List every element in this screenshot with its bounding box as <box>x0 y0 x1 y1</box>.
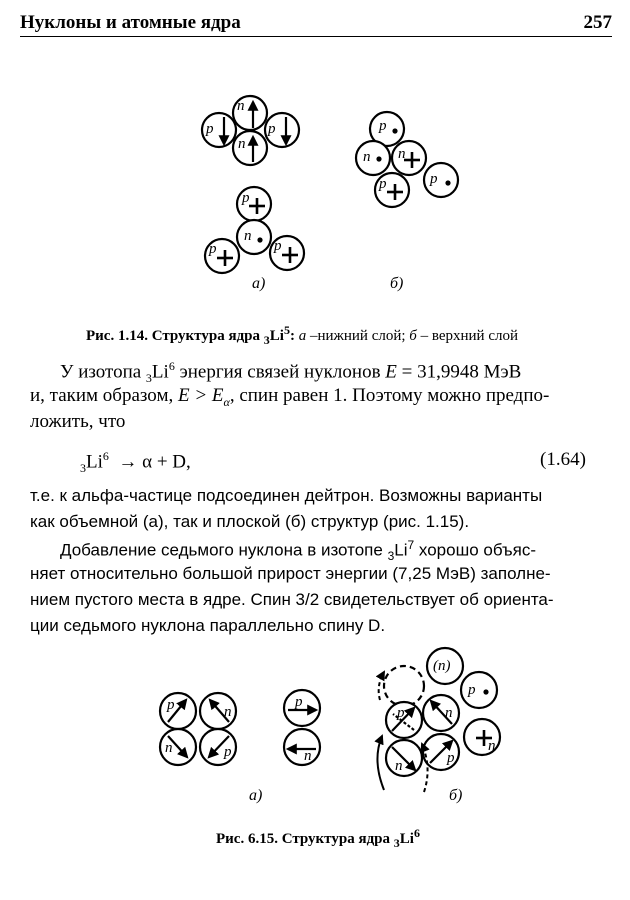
label-p: p <box>242 190 250 206</box>
eq-element: Li <box>86 451 103 473</box>
eq-sup: 6 <box>102 449 109 463</box>
label-p: p <box>224 744 232 760</box>
label-p: p <box>447 750 455 766</box>
label-p: p <box>397 705 405 721</box>
equation-1-64 <box>80 449 191 476</box>
text-span: энергия связей нуклонов <box>179 361 381 383</box>
label-n: n <box>398 146 406 162</box>
para1-line2 <box>30 385 549 410</box>
label-n: n <box>165 740 173 756</box>
fig615-caption <box>216 826 420 851</box>
text-span: Добавление седьмого нуклона в изотопе <box>60 540 383 560</box>
text-span: , спин равен 1. Поэтому можно предпо- <box>229 385 550 406</box>
caption-b-text: – верхний слой <box>420 328 518 344</box>
equation-number: (1.64) <box>540 449 586 470</box>
nucleon-n <box>284 729 320 765</box>
label-n-paren: (n) <box>433 658 451 674</box>
label-n: n <box>363 149 371 165</box>
iso-sup: 7 <box>407 538 415 552</box>
spin-dot-icon <box>483 689 488 694</box>
label-n: n <box>238 136 246 152</box>
label-n: n <box>224 704 232 720</box>
caption-prefix: Рис. 6.15. Структура ядра <box>216 831 390 847</box>
eq-rhs: → α + D, <box>118 451 191 473</box>
fig615-sub-b: б) <box>449 787 463 804</box>
iso-sub: 3 <box>387 549 395 564</box>
spin-dot-icon <box>257 237 262 242</box>
page-number: 257 <box>583 12 612 33</box>
text-span: хорошо объяс- <box>418 540 537 560</box>
fig114-caption <box>86 323 518 348</box>
para1-line3: ложить, что <box>30 411 126 432</box>
caption-nuclide-sup: 6 <box>413 826 420 840</box>
label-p: p <box>274 238 282 254</box>
caption-nuclide-sub: 3 <box>393 836 400 850</box>
label-p: p <box>209 241 217 257</box>
para1-line1 <box>60 359 521 386</box>
caption-nuclide-sup: 5 <box>283 323 290 337</box>
label-n: n <box>395 758 403 774</box>
text-span: и, таким образом, <box>30 385 174 406</box>
label-p: p <box>295 694 303 710</box>
text-span: = 31,9948 МэВ <box>401 361 522 383</box>
caption-a-letter: а <box>298 328 307 344</box>
rotation-arrow-icon <box>377 736 384 790</box>
caption-prefix: Рис. 1.14. Структура ядра <box>86 328 260 344</box>
spin-dot-icon <box>392 128 397 133</box>
iso-symbol: Li <box>394 540 408 560</box>
text-span: У изотопа <box>60 361 142 383</box>
para3-line3: нием пустого места в ядре. Спин 3/2 свидетельствует об ориента- <box>30 590 554 609</box>
nucleon-p <box>461 672 497 708</box>
label-p: p <box>379 176 387 192</box>
label-p: p <box>430 171 438 187</box>
caption-a-text: –нижний слой; <box>309 328 406 344</box>
eq-sub: 3 <box>80 461 86 476</box>
label-n: n <box>445 705 453 721</box>
fig114-sub-a: а) <box>252 275 266 292</box>
iso-symbol: Li <box>151 361 169 383</box>
inequality-sub: α <box>223 394 230 409</box>
para3-line1 <box>60 538 536 563</box>
para3-line4: ции седьмого нуклона параллельно спину D. <box>30 616 386 635</box>
caption-b-letter: б <box>409 328 417 344</box>
label-p: p <box>268 121 276 137</box>
para2-line2: как объемной (а), так и плоской (б) структур (рис. 1.15). <box>30 512 470 531</box>
caption-nuclide-sub: 3 <box>263 333 270 347</box>
spin-dot-icon <box>376 156 381 161</box>
iso-sub: 3 <box>145 371 152 386</box>
running-title: Нуклоны и атомные ядра <box>20 12 241 33</box>
caption-colon: : <box>289 328 295 344</box>
caption-nuclide: Li <box>269 328 284 344</box>
empty-site-dashed <box>384 666 424 706</box>
label-p: p <box>468 682 476 698</box>
label-p: p <box>206 121 214 137</box>
label-p: p <box>379 118 387 134</box>
iso-sup: 6 <box>168 359 175 373</box>
label-p: p <box>167 697 175 713</box>
para3-line2: няет относительно большой прирост энергии (7,25 МэВ) заполне- <box>30 564 551 583</box>
nucleon-n-center <box>237 220 271 254</box>
fig114-sub-b: б) <box>390 275 404 292</box>
energy-symbol: E <box>385 361 397 383</box>
label-n: n <box>304 748 312 764</box>
fig615-sub-a: а) <box>249 787 263 804</box>
spin-dot-icon <box>445 180 450 185</box>
fig114-a-top-cluster <box>202 96 299 165</box>
label-n: n <box>244 228 252 244</box>
nucleon-n-left <box>356 141 390 175</box>
caption-nuclide: Li <box>399 831 414 847</box>
para2-line1: т.е. к альфа-частице подсоединен дейтрон. Возможны варианты <box>30 486 543 505</box>
inequality: E > E <box>177 385 224 406</box>
label-n: n <box>237 98 245 114</box>
label-n: n <box>488 738 496 754</box>
